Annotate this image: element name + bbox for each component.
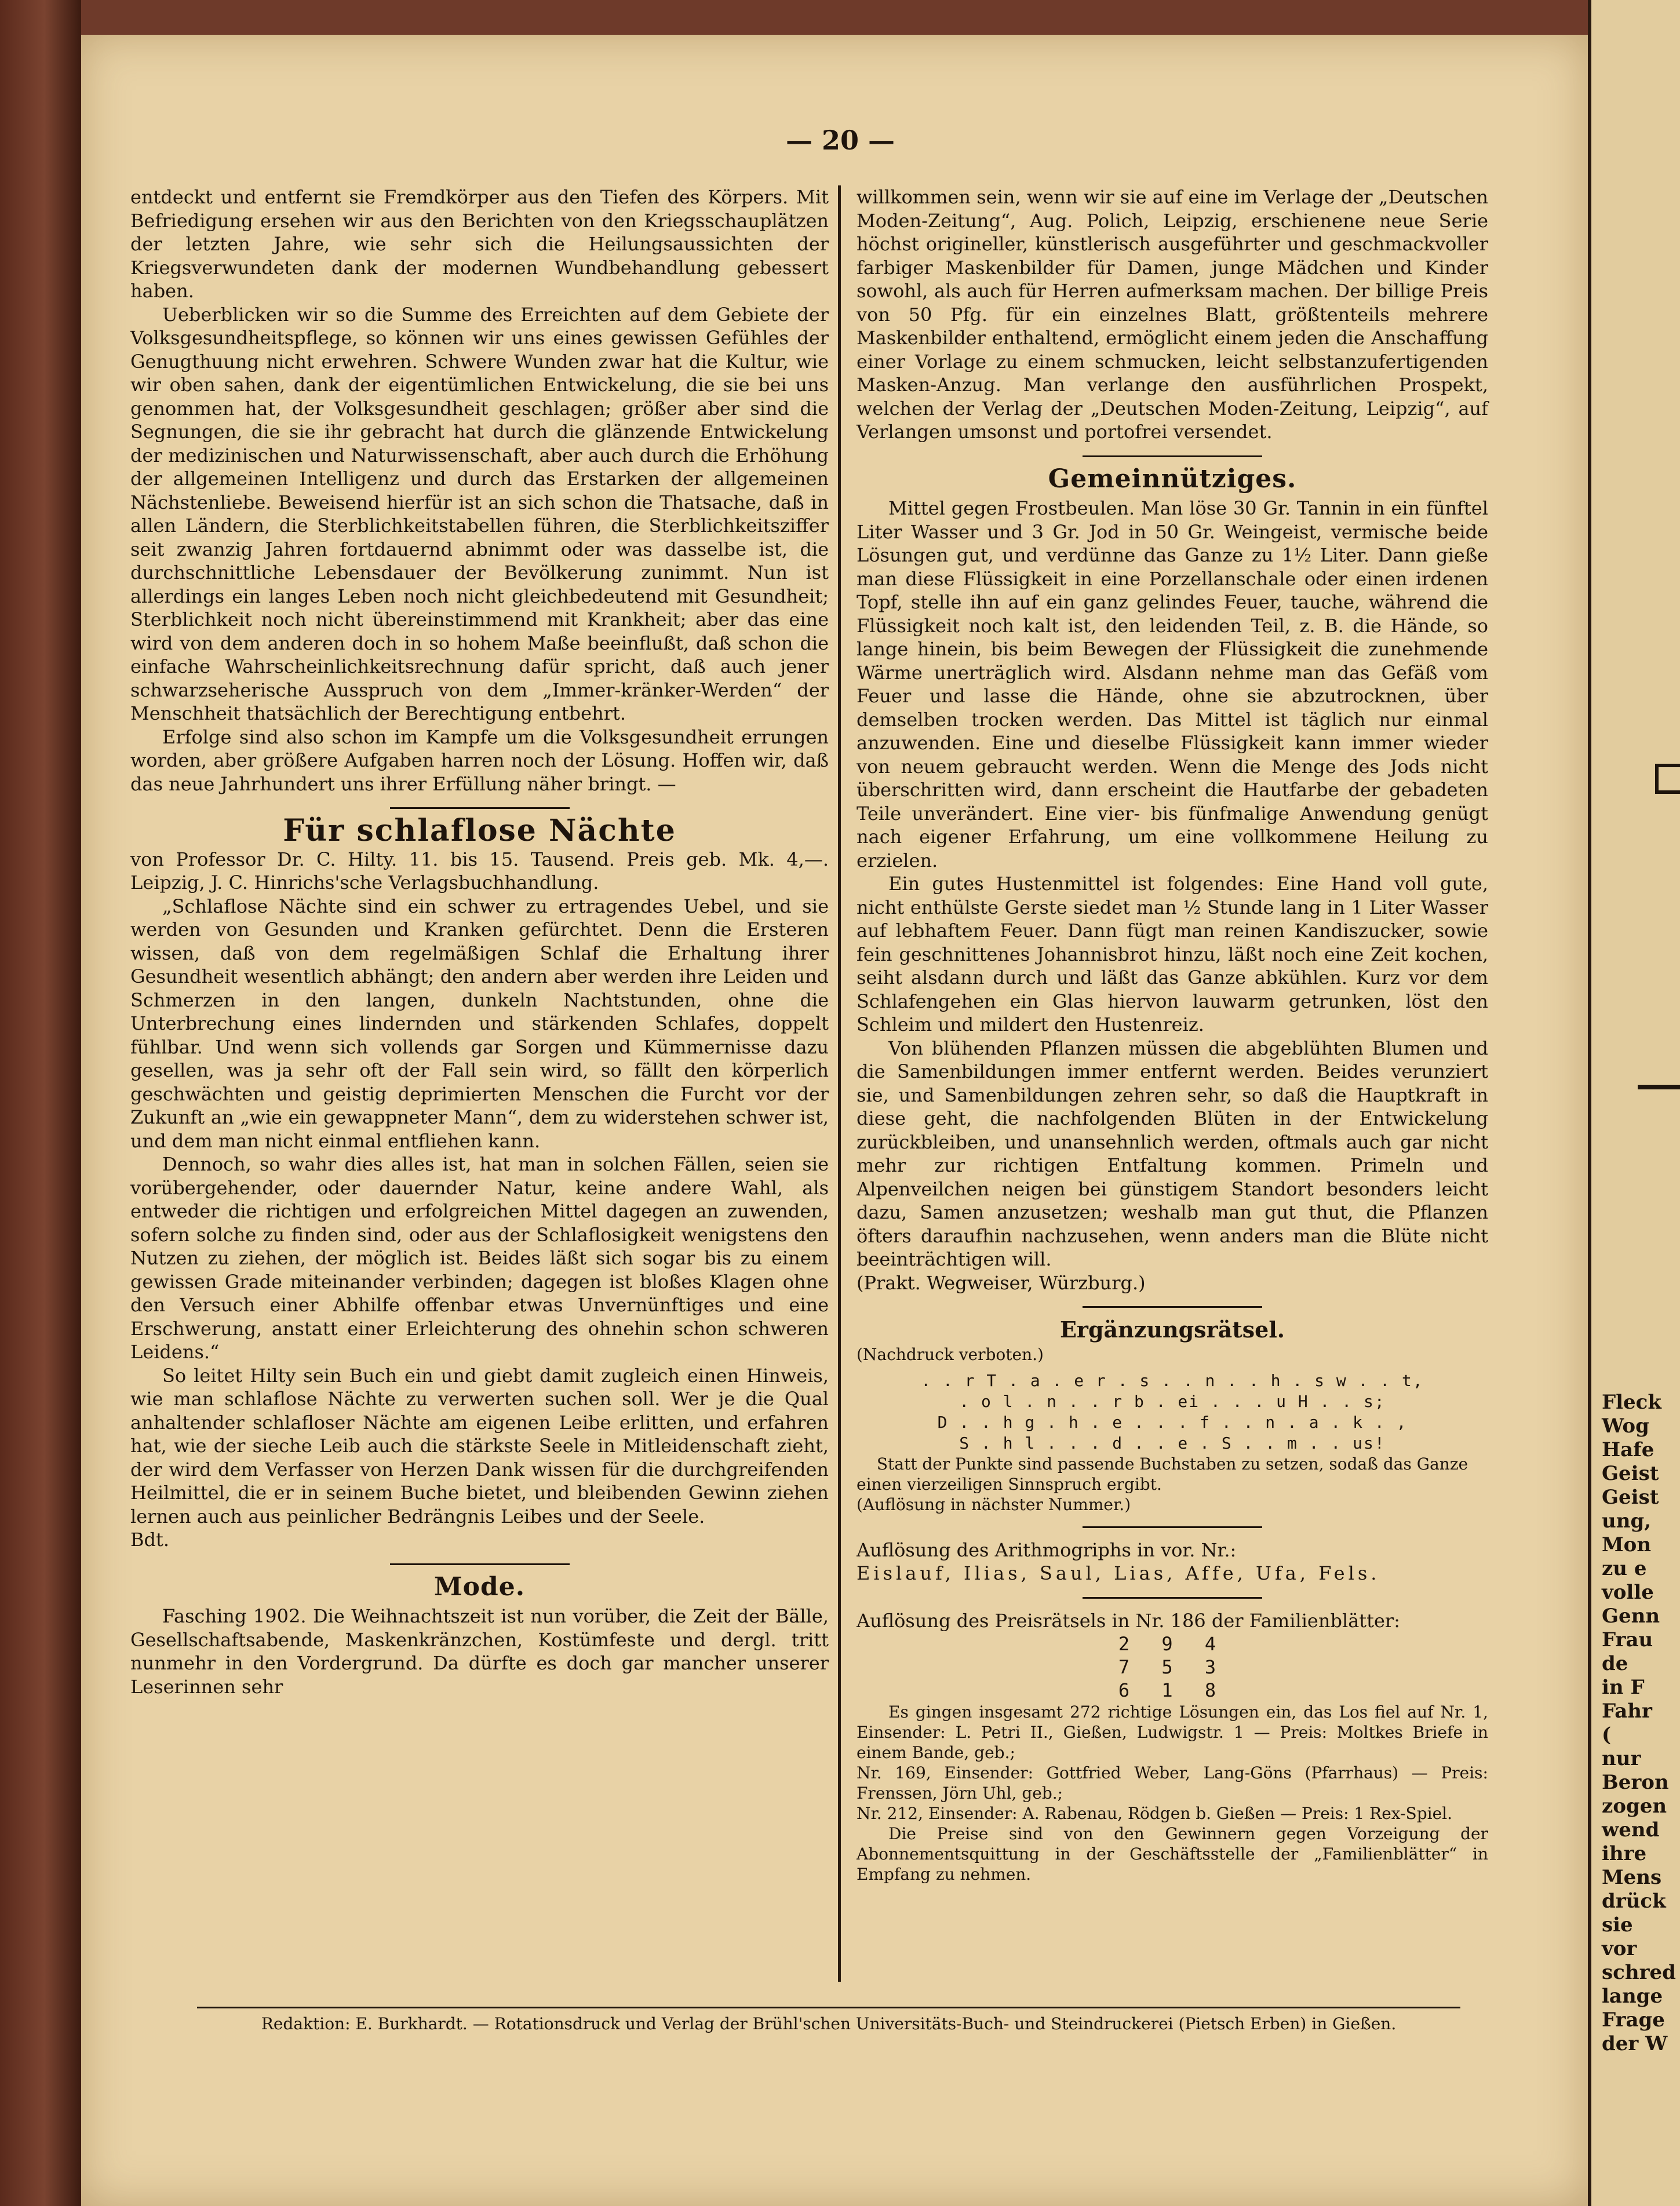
section-divider <box>1083 1306 1262 1308</box>
puzzle-line: . . r T . a . e r . s . . n . . h . s w . . t, <box>921 1370 1424 1390</box>
adjacent-page-word: de <box>1602 1652 1628 1675</box>
adjacent-page-word: Mon <box>1602 1533 1652 1556</box>
adjacent-page-fragments <box>1591 1391 1676 2056</box>
tip-source: (Prakt. Wegweiser, Würzburg.) <box>857 1271 1146 1294</box>
adjacent-page-word: Genn <box>1602 1605 1660 1628</box>
adjacent-page-edge <box>1588 0 1680 2206</box>
puzzle-line: D . . h g . h . e . . . f . . n . a . k . , <box>937 1412 1408 1432</box>
author-signature: Bdt. <box>130 1529 170 1551</box>
adjacent-page-word: Frau <box>1602 1628 1653 1651</box>
adjacent-page-word: nur <box>1602 1747 1641 1770</box>
article-paragraph: entdeckt und entfernt sie Fremdkörper aus den Tiefen des Körpers. Mit Befriedigung ersehen wir aus den Berichten von den Kriegsschauplätzen der letzten Jahre, wie sehr sich die Heilungsaussichten der Kriegsverwundeten dank der modernen Wundbehandlung gebessert haben. <box>130 186 829 302</box>
puzzle-line: S . h l . . . d . . e . S . . m . . us! <box>959 1433 1386 1453</box>
left-column <box>130 185 829 1698</box>
prize-result: Nr. 212, Einsender: A. Rabenau, Rödgen b. Gießen — Preis: 1 Rex-Spiel. <box>857 1804 1453 1823</box>
section-divider <box>390 807 570 809</box>
section-divider <box>1083 455 1262 457</box>
adjacent-page-word: ( <box>1602 1723 1612 1746</box>
article-paragraph: Erfolge sind also schon im Kampfe um die Volksgesundheit errungen worden, aber größere Aufgaben harren noch der Lösung. Hoffen wir, daß das neue Jahrhundert uns ihrer Erfüllung näher bringt. — <box>130 725 829 795</box>
adjacent-page-mark <box>1655 764 1680 794</box>
puzzle-instruction: Statt der Punkte sind passende Buchstaben zu setzen, sodaß das Ganze einen vierzeiligen Sinnspruch ergibt. <box>857 1454 1468 1494</box>
section-heading: Mode. <box>433 1571 526 1602</box>
prize-result: Es gingen insgesamt 272 richtige Lösungen ein, das Los fiel auf Nr. 1, Einsender: L. Petri II., Gießen, Ludwigstr. 1 — Preis: Moltkes Briefe in einem Bande, geb.; <box>857 1702 1488 1762</box>
review-paragraph: Dennoch, so wahr dies alles ist, hat man in solchen Fällen, seien sie vorübergehender, oder dauernder Natur, keine andere Wahl, als entweder die richtigen und erfolgreichen Mittel dagegen an zuwenden, sofern solche zu finden sind, oder aus der Schlaflosigkeit wenigstens den Nutzen zu ziehen, der möglich ist. Beides läßt sich sogar bis zu einem gewissen Grade miteinander verbinden; dagegen ist bloßes Klagen ohne den Versuch einer Abhilfe offenbar etwas Unvernünftiges und eine Erschwerung, anstatt einer Erleichterung des ohnehin schon schweren Leidens.“ <box>130 1153 829 1363</box>
section-heading: Für schlaflose Nächte <box>283 813 676 848</box>
section-divider <box>1083 1597 1262 1599</box>
article-paragraph: Fasching 1902. Die Weihnachtszeit ist nun vorüber, die Zeit der Bälle, Gesellschaftsabende, Maskenkränzchen, Kostümfeste und dergl. tritt nunmehr in den Vordergrund. Da dürfte es doch gar mancher unserer Leserinnen sehr <box>130 1605 829 1698</box>
section-divider <box>1083 1526 1262 1528</box>
adjacent-page-word: ung, <box>1602 1509 1652 1533</box>
prize-digits-row: 6 1 8 <box>1118 1679 1227 1701</box>
arithmograph-title: Auflösung des Arithmogriphs in vor. Nr.: <box>857 1538 1237 1561</box>
adjacent-page-word: Wog <box>1602 1414 1649 1438</box>
adjacent-page-word: Hafe <box>1602 1438 1655 1461</box>
solution-note: (Auflösung in nächster Nummer.) <box>857 1494 1131 1514</box>
adjacent-page-word: schred <box>1602 1961 1676 1984</box>
prize-digits-row: 2 9 4 <box>1118 1633 1227 1655</box>
section-divider <box>390 1563 570 1565</box>
page-number: — 20 — <box>785 125 895 156</box>
book-binding <box>0 0 81 2206</box>
review-paragraph: So leitet Hilty sein Buch ein und giebt damit zugleich einen Hinweis, wie man schlaflose Nächte zu verwerten suchen soll. Wer je die Qual anhaltender schlafloser Nächte am eigenen Leibe erlitten, und erfahren hat, wie der sieche Leib auch die stärkste Seele in Mitleidenschaft zieht, der wird dem Verfasser von Herzen Dank wissen für die durchgreifenden Heilmittel, die er in seinem Buche bietet, und bleibenden Gewinn ziehen lernen auch aus peinlicher Bedrängnis Leibes und der Seele. <box>130 1364 829 1527</box>
adjacent-page-word: der W <box>1602 2032 1668 2055</box>
prize-title: Auflösung des Preisrätsels in Nr. 186 der Familienblätter: <box>857 1609 1400 1632</box>
adjacent-page-word: volle <box>1602 1581 1654 1604</box>
adjacent-page-word: lange <box>1602 1985 1663 2008</box>
puzzle-line: . o l . n . . r b . ei . . . u H . . s; <box>959 1391 1386 1411</box>
article-paragraph: willkommen sein, wenn wir sie auf eine im Verlage der „Deutschen Moden-Zeitung“, Aug. Polich, Leipzig, erschienene neue Serie höchst origineller, künstlerisch ausgeführter und geschmackvoller farbiger Maskenbilder für Damen, junge Mädchen und Kinder sowohl, als auch für Herren aufmerksam machen. Der billige Preis von 50 Pfg. für ein einzelnes Blatt, größtenteils mehrere Maskenbilder enthaltend, ermöglicht einem jeden die Anschaffung einer Vorlage zu einem schmucken, leicht selbstanzufertigenden Masken-Anzug. Man verlange den ausführlichen Prospekt, welchen der Verlag der „Deutschen Moden-Zeitung, Leipzig“, auf Verlangen umsonst und portofrei versendet. <box>857 186 1488 443</box>
adjacent-page-word: vor <box>1602 1937 1637 1960</box>
prize-result: Nr. 169, Einsender: Gottfried Weber, Lang-Göns (Pfarrhaus) — Preis: Frenssen, Jörn Uhl, geb.; <box>857 1763 1488 1803</box>
adjacent-page-word: Fahr <box>1602 1700 1652 1723</box>
tip-paragraph: Ein gutes Hustenmittel ist folgendes: Eine Hand voll gute, nicht enthülste Gerste siedet man ½ Stunde lang in 1 Liter Wasser auf lebhaftem Feuer. Dann fügt man reinen Kandiszucker, sowie fein geschnittenes Johannisbrot hinzu, läßt noch eine Zeit kochen, seiht alsdann durch und läßt das Ganze abkühlen. Kurz vor dem Schlafengehen ein Glas hiervon lauwarm getrunken, löst den Schleim und mildert den Hustenreiz. <box>857 873 1488 1035</box>
adjacent-page-word: zu e <box>1602 1557 1647 1580</box>
adjacent-page-rule <box>1638 1085 1680 1089</box>
book-info: von Professor Dr. C. Hilty. 11. bis 15. Tausend. Preis geb. Mk. 4,—. Leipzig, J. C. Hinrichs'sche Verlagsbuchhandlung. <box>130 848 829 894</box>
adjacent-page-word: in F <box>1602 1676 1645 1699</box>
tip-paragraph: Mittel gegen Frostbeulen. Man löse 30 Gr. Tannin in ein fünftel Liter Wasser und 3 Gr. Jod in 50 Gr. Weingeist, vermische beide Lösungen gut, und verdünne das Ganze zu 1½ Liter. Dann gieße man diese Flüssigkeit in eine Porzellanschale oder einen irdenen Topf, stelle ihn auf ein ganz gelindes Feuer, tauche, während die Flüssigkeit noch kalt ist, den leidenden Teil, z. B. die Hände, so lange hinein, bis beim Bewegen der Flüssigkeit die zunehmende Wärme unerträglich wird. Alsdann nehme man das Gefäß vom Feuer und lasse die Hände, ohne sie abzutrocknen, über demselben trocken werden. Das Mittel ist täglich nur einmal anzuwenden. Eine und dieselbe Flüssigkeit kann immer wieder von neuem gebraucht werden. Wenn die Menge des Jods nicht überschritten wird, dann erscheint die Hautfarbe der gebadeten Teile unverändert. Eine vier- bis fünfmalige Anwendung genügt nach eigener Erfahrung, um eine vollkommene Heilung zu erzielen. <box>857 497 1488 872</box>
review-paragraph: „Schlaflose Nächte sind ein schwer zu ertragendes Uebel, und sie werden von Gesunden und Kranken gefürchtet. Denn die Ersteren wissen, daß von dem regelmäßigen Schlaf die Erhaltung ihrer Gesundheit wesentlich abhängt; den andern aber werden ihre Leiden und Schmerzen in den langen, dunkeln Nachtstunden, ohne die Unterbrechung eines lindernden und stärkenden Schlafes, doppelt fühlbar. Und wenn sich vollends gar Sorgen und Kümmernisse dazu gesellen, was ja sehr oft der Fall sein wird, so fällt den körperlich geschwächten und geistig deprimierten Menschen die Furcht vor der Zukunft an „wie ein gewappneter Mann“, dem zu widerstehen schwer ist, und dem man nicht einmal entfliehen kann. <box>130 895 829 1152</box>
adjacent-page-word: ihre <box>1602 1842 1647 1865</box>
reprint-note: (Nachdruck verboten.) <box>857 1344 1044 1364</box>
prize-digits-row: 7 5 3 <box>1118 1656 1227 1678</box>
puzzle-heading: Ergänzungsrätsel. <box>1059 1317 1285 1343</box>
right-column <box>857 185 1488 1884</box>
article-paragraph: Ueberblicken wir so die Summe des Erreichten auf dem Gebiete der Volksgesundheitspflege, so können wir uns eines gewissen Gefühles der Genugthuung nicht erwehren. Schwere Wunden zwar hat die Kultur, wie wir oben sahen, dank der eigentümlichen Entwickelung, die sie bei uns genommen hat, der Volksgesundheit geschlagen; größer aber sind die Segnungen, die sie ihr gebracht hat durch die glänzende Entwickelung der medizinischen und Naturwissenschaft, aber auch durch die Erhöhung der allgemeinen Intelligenz und durch das Erstarken der allgemeinen Nächstenliebe. Beweisend hierfür ist an sich schon die Thatsache, daß in allen Ländern, die Sterblichkeitstabellen führen, die Sterblichkeitsziffer seit zwanzig Jahren fortdauernd abnimmt oder was dasselbe ist, die durchschnittliche Lebensdauer der Bevölkerung zunimmt. Nun ist allerdings ein langes Leben noch nicht gleichbedeutend mit Gesundheit; Sterblichkeit noch nicht übereinstimmend mit Krankheit; aber das eine wird von dem anderen doch in so hohem Maße beeinflußt, daß schon die einfache Wahrscheinlichkeitsrechnung dafür spricht, daß auch jener schwarzseherische Ausspruch von dem „Immer-kränker-Werden“ der Menschheit thatsächlich der Berechtigung entbehrt. <box>130 303 829 724</box>
adjacent-page-word: Frage <box>1602 2008 1665 2032</box>
adjacent-page-word: wend <box>1602 1818 1660 1842</box>
adjacent-page-word: Fleck <box>1602 1391 1661 1414</box>
prize-result: Die Preise sind von den Gewinnern gegen Vorzeigung der Abonnementsquittung in der Geschäftsstelle der „Familienblätter“ in Empfang zu nehmen. <box>857 1824 1488 1884</box>
footer-divider <box>197 2007 1460 2008</box>
section-heading: Gemeinnütziges. <box>1048 464 1297 494</box>
adjacent-page-word: Mens <box>1602 1866 1662 1889</box>
adjacent-page-word: Geist <box>1602 1462 1659 1485</box>
tip-paragraph: Von blühenden Pflanzen müssen die abgeblühten Blumen und die Samenbildungen immer entfernt werden. Beides verunziert sie, und Samenbildungen zehren sehr, so daß die Hauptkraft in diese geht, die nachfolgenden Blüten in der Entwickelung zurückbleiben, und unansehnlich werden, oftmals auch gar nicht mehr zur richtigen Entfaltung kommen. Primeln und Alpenveilchen neigen bei günstigem Standort besonders leicht dazu, Samen anzusetzen; weshalb man gut thut, die Pflanzen öfters daraufhin nachzusehen, wenn anders man die Blüte nicht beeinträchtigen will. <box>857 1037 1488 1270</box>
imprint-footer: Redaktion: E. Burkhardt. — Rotationsdruck und Verlag der Brühl'schen Universitäts-Buch- und Steindruckerei (Pietsch Erben) in Gießen. <box>261 2014 1397 2033</box>
adjacent-page-word: zogen <box>1602 1795 1667 1818</box>
adjacent-page-word: Geist <box>1602 1486 1659 1509</box>
adjacent-page-word: Beron <box>1602 1771 1669 1794</box>
arithmograph-answer: Eislauf, Ilias, Saul, Lias, Affe, Ufa, Fels. <box>857 1562 1380 1584</box>
adjacent-page-word: drück <box>1602 1890 1666 1913</box>
adjacent-page-word: sie <box>1602 1913 1633 1937</box>
column-divider <box>838 185 841 1982</box>
